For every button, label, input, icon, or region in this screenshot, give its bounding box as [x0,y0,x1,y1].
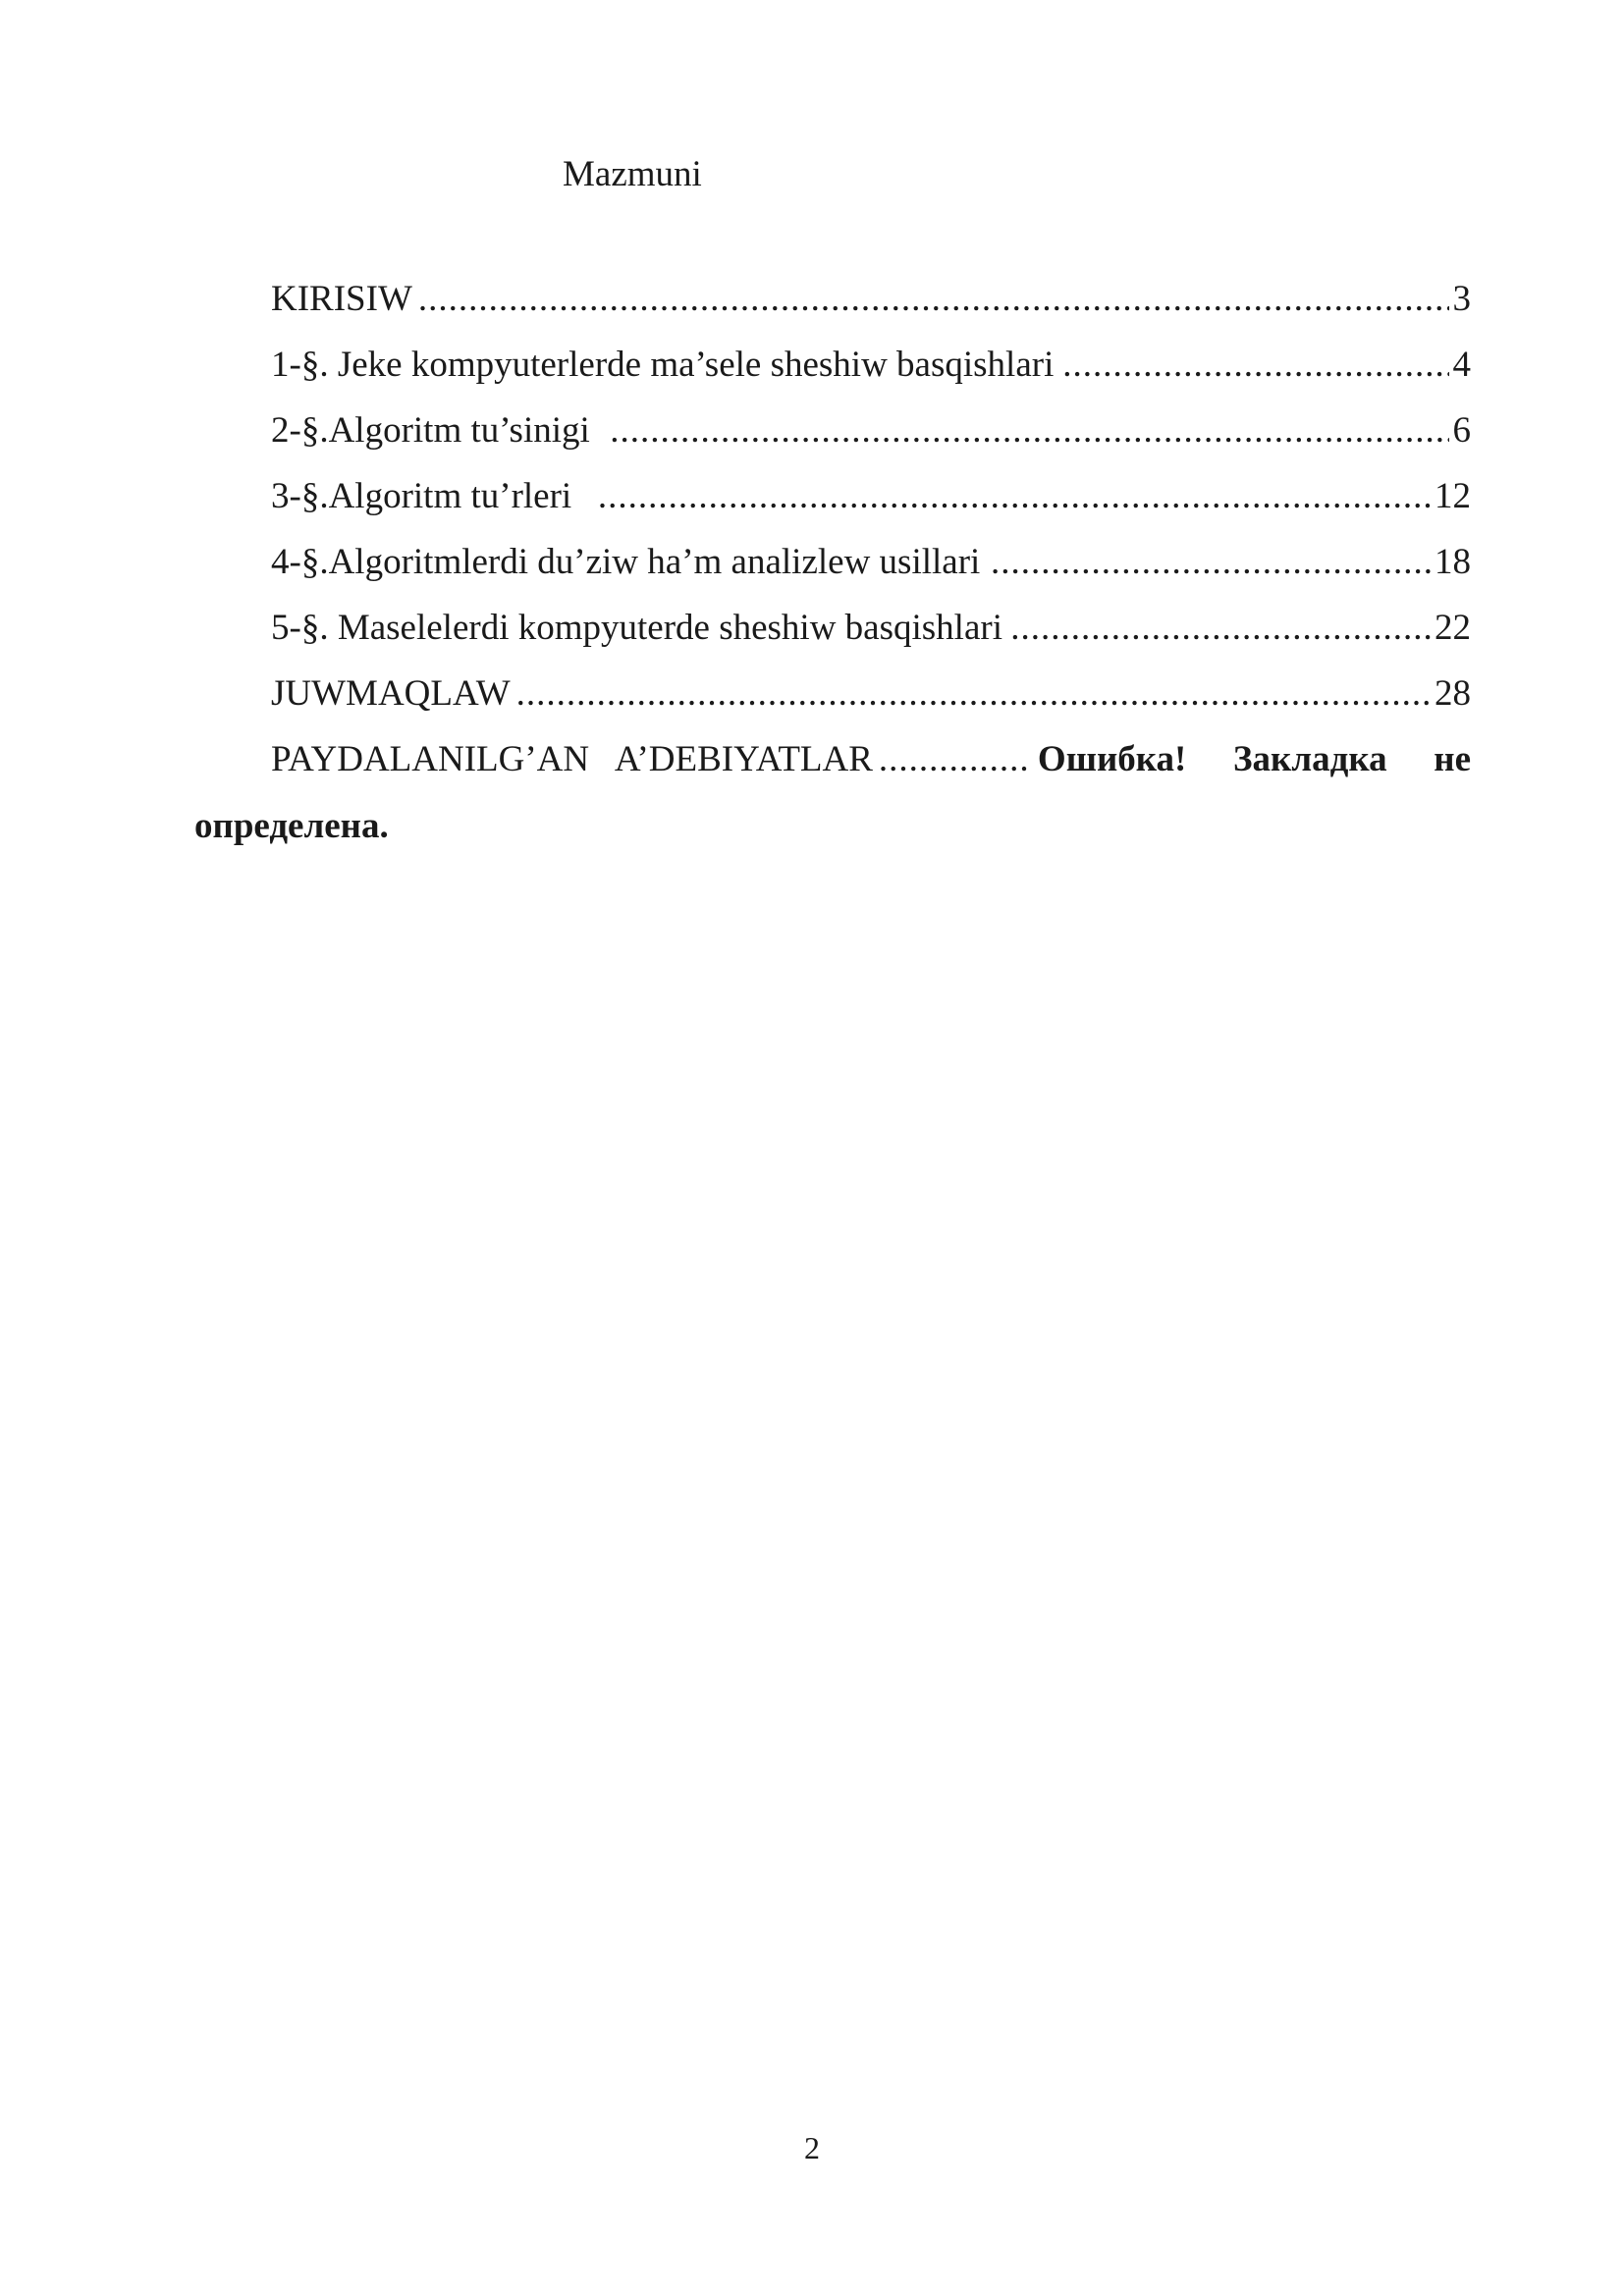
toc-entry-label: 3-§.Algoritm tu’rleri [271,476,572,516]
toc-entry-kirisiw[interactable] [271,270,1471,329]
toc-entry-label: KIRISIW [271,279,412,319]
toc-leader-dots [1062,336,1448,395]
toc-entry-label: PAYDALANILG’AN A’DEBIYATLAR [271,739,873,779]
toc-leader-dots [610,401,1448,460]
toc-entry-label: 4-§.Algoritmlerdi du’ziw ha’m analizlew usillari [271,542,981,582]
toc-entry-label: 5-§. Maselelerdi kompyuterde sheshiw basqishlari [271,608,1002,648]
toc-entry-section-5[interactable] [271,599,1471,658]
toc-entry-label: 2-§.Algoritm tu’sinigi [271,410,590,451]
toc-entry-label: JUWMAQLAW [271,673,511,714]
toc-leader-dots [1010,599,1431,658]
toc-entry-section-3[interactable] [271,467,1471,526]
bookmark-error-text: Ошибка! Закладка не [1037,739,1471,779]
toc-page-number: 28 [1435,673,1471,714]
toc-entry-references[interactable] [194,726,1471,860]
toc-leader-dots [991,533,1431,592]
toc-leader-dots [879,726,1028,793]
page-number: 2 [804,2130,820,2165]
toc-page-number: 18 [1435,542,1471,582]
toc-entry-label: 1-§. Jeke kompyuterlerde ma’sele sheshiw basqishlari [271,345,1055,385]
toc-leader-dots [598,467,1431,526]
toc-page-number: 22 [1435,608,1471,648]
toc-page-number: 4 [1452,345,1471,385]
toc-leader-dots [516,665,1431,723]
toc-entry-juwmaqlaw[interactable] [271,665,1471,723]
toc-entry-section-2[interactable] [271,401,1471,460]
toc-leader-dots [418,270,1449,329]
toc-page-number: 6 [1452,410,1471,451]
page-title: Mazmuni [563,154,702,194]
toc-page-number: 12 [1435,476,1471,516]
bookmark-error-continuation: определена. [194,806,389,846]
toc-entry-section-1[interactable] [271,336,1471,395]
toc-page-number: 3 [1452,279,1471,319]
toc-entry-section-4[interactable] [271,533,1471,592]
